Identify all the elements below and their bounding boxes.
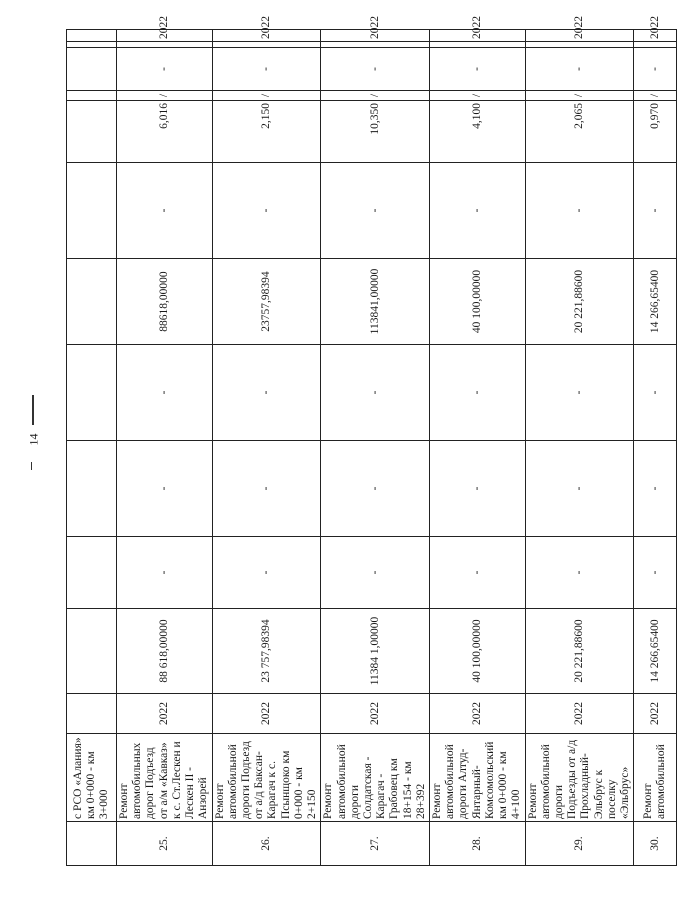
table-row xyxy=(634,30,677,866)
cell-year-2: 2022 xyxy=(117,30,213,42)
cell-amount: 40 100,00000 xyxy=(430,609,526,694)
cell-dash: - xyxy=(117,441,213,537)
scan-mark-top xyxy=(32,395,34,425)
cell-year: 2022 xyxy=(525,694,634,734)
cell-year-2: 2022 xyxy=(634,30,677,42)
cell-name: с РСО «Алания» км 0+000 - км 3+000 xyxy=(67,734,117,822)
page-number: 14 xyxy=(26,433,41,446)
cell-length: 0,970 xyxy=(634,101,677,163)
cell-amount-2: 88618,00000 xyxy=(117,259,213,345)
cell-amount: 23 757,98394 xyxy=(212,609,321,694)
cell-dash: - xyxy=(321,163,430,259)
cell-year: 2022 xyxy=(321,694,430,734)
scan-mark-bottom xyxy=(31,462,32,470)
cell-length: 2,065 xyxy=(525,101,634,163)
cell-amount-2: 113841,00000 xyxy=(321,259,430,345)
cell-amount-2: 40 100,00000 xyxy=(430,259,526,345)
cell-dash: - xyxy=(117,163,213,259)
cell-num: 28. xyxy=(430,822,526,866)
cell-year: 2022 xyxy=(634,694,677,734)
cell-num: 27. xyxy=(321,822,430,866)
cell-num: 30. xyxy=(634,822,677,866)
cell-name: Ремонт автомобильной дороги Подъезд от а/д Баксан-Карагач к с. Псынщоко км 0+000 - км 2+150 xyxy=(212,734,321,822)
cell-name: Ремонт автомобильной xyxy=(634,734,677,822)
cell-dash: - xyxy=(634,441,677,537)
cell-year-2: 2022 xyxy=(430,30,526,42)
table-row xyxy=(212,30,321,866)
cell-dash: - xyxy=(430,441,526,537)
cell-dash: - xyxy=(321,345,430,441)
cell-amount-2: 14 266,65400 xyxy=(634,259,677,345)
table-row xyxy=(525,30,634,866)
cell-dash: - xyxy=(430,48,526,91)
cell-dash: - xyxy=(212,537,321,609)
cell-amount-2: 23757,98394 xyxy=(212,259,321,345)
table-row xyxy=(117,30,213,866)
cell-year: 2022 xyxy=(430,694,526,734)
table-row-continuation xyxy=(67,30,117,866)
cell-dash: - xyxy=(525,163,634,259)
cell-length: 2,150 xyxy=(212,101,321,163)
cell-dash: - xyxy=(634,48,677,91)
cell-slash: / xyxy=(525,91,634,101)
cell-dash: - xyxy=(430,345,526,441)
cell-slash: / xyxy=(634,91,677,101)
cell-amount: 14 266,65400 xyxy=(634,609,677,694)
cell-length: 4,100 xyxy=(430,101,526,163)
cell-length: 6,016 xyxy=(117,101,213,163)
cell-amount-2: 20 221,88600 xyxy=(525,259,634,345)
cell-num: 29. xyxy=(525,822,634,866)
cell-num xyxy=(67,822,117,866)
cell-amount: 11384 1,00000 xyxy=(321,609,430,694)
cell-dash: - xyxy=(525,345,634,441)
cell-dash: - xyxy=(634,537,677,609)
cell-name: Ремонт автомобильной дороги Солдатская - Карагач - Грабовец км 18+154 - км 28+392 xyxy=(321,734,430,822)
cell-dash: - xyxy=(321,48,430,91)
cell-dash: - xyxy=(430,163,526,259)
cell-dash: - xyxy=(117,345,213,441)
cell-dash: - xyxy=(321,537,430,609)
table-row xyxy=(430,30,526,866)
table-frame xyxy=(66,16,668,866)
cell-dash: - xyxy=(525,537,634,609)
cell-amount: 20 221,88600 xyxy=(525,609,634,694)
cell-amount: 88 618,00000 xyxy=(117,609,213,694)
cell-num: 25. xyxy=(117,822,213,866)
cell-year: 2022 xyxy=(117,694,213,734)
cell-dash: - xyxy=(212,345,321,441)
cell-length: 10,350 xyxy=(321,101,430,163)
cell-name: Ремонт автомобильных дорог Подъезд от а/м «Кавказ» к с. Ст.Лескен и Лескен II - Анзорей xyxy=(117,734,213,822)
cell-year: 2022 xyxy=(212,694,321,734)
cell-year-2: 2022 xyxy=(321,30,430,42)
cell-name: Ремонт автомобильной дороги Алтуд-Янтарный-Комсомольский км 0+000 - км 4+100 xyxy=(430,734,526,822)
cell-dash: - xyxy=(634,163,677,259)
cell-slash: / xyxy=(430,91,526,101)
cell-dash: - xyxy=(212,48,321,91)
table-row xyxy=(321,30,430,866)
cell-dash: - xyxy=(634,345,677,441)
cell-dash: - xyxy=(525,48,634,91)
cell-year-2: 2022 xyxy=(525,30,634,42)
cell-dash: - xyxy=(525,441,634,537)
cell-slash: / xyxy=(212,91,321,101)
cell-dash: - xyxy=(321,441,430,537)
cell-dash: - xyxy=(117,537,213,609)
cell-year-2: 2022 xyxy=(212,30,321,42)
cell-dash: - xyxy=(430,537,526,609)
roads-table xyxy=(66,16,677,866)
cell-dash: - xyxy=(212,163,321,259)
cell-slash: / xyxy=(321,91,430,101)
cell-dash: - xyxy=(212,441,321,537)
table-viewport xyxy=(66,16,668,866)
cell-name: Ремонт автомобильной дороги Подъезды от а/д Прохладный-Эльбрус к поселку «Эльбрус» xyxy=(525,734,634,822)
cell-slash: / xyxy=(117,91,213,101)
cell-num: 26. xyxy=(212,822,321,866)
cell-dash: - xyxy=(117,48,213,91)
